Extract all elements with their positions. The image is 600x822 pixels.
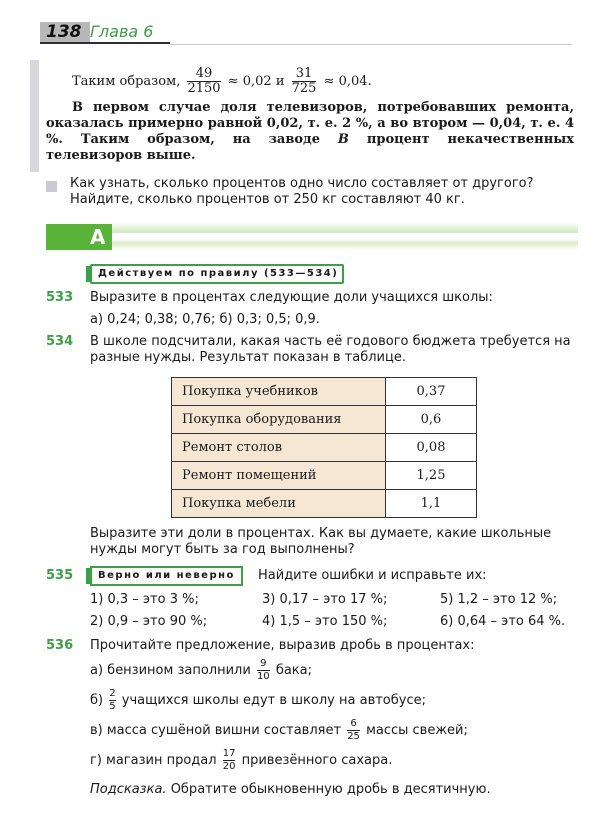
a-after: бака; bbox=[275, 663, 312, 678]
task-535-item: 3) 0,17 – это 17 %; bbox=[262, 592, 388, 607]
c-after: массы свежей; bbox=[366, 723, 468, 738]
d-before: г) магазин продал bbox=[90, 753, 217, 768]
fraction-b bbox=[109, 688, 115, 713]
task-535-item: 5) 1,2 – это 12 %; bbox=[440, 592, 558, 607]
table-cell-label: Покупка мебели bbox=[172, 490, 386, 518]
task-535-item: 2) 0,9 – это 90 %; bbox=[90, 614, 208, 629]
true-false-tag: Верно или неверно bbox=[90, 566, 243, 586]
task-536-b bbox=[90, 686, 426, 716]
fraction-1-num: 49 bbox=[187, 67, 220, 82]
question-marker bbox=[46, 181, 57, 192]
fraction-a-den: 10 bbox=[256, 671, 270, 682]
fraction-d bbox=[223, 748, 236, 773]
page-number: 138 bbox=[40, 22, 90, 42]
section-band bbox=[46, 222, 578, 250]
intro-question: Как узнать, сколько процентов одно число составляет от другого? Найдите, сколько процентов от 250 кг составляют 40 кг. bbox=[70, 176, 534, 207]
paragraph-part2: процент некачественных телевизоров выше. bbox=[46, 132, 574, 163]
fraction-c-num: 6 bbox=[347, 718, 360, 731]
fraction-c bbox=[347, 718, 360, 743]
header-rule bbox=[170, 44, 572, 45]
intro-sidebar bbox=[30, 60, 39, 172]
task-534-number: 534 bbox=[46, 334, 74, 349]
intro-paragraph bbox=[46, 100, 574, 164]
header-underline bbox=[40, 42, 170, 44]
task-534-after: Выразите эти доли в процентах. Как вы думаете, какие школьные нужды могут быть за год выполнены? bbox=[90, 526, 552, 557]
hint-label: Подсказка. bbox=[90, 782, 167, 797]
fraction-b-num: 2 bbox=[109, 688, 116, 699]
b-after: учащихся школы едут в школу на автобусе; bbox=[121, 693, 426, 708]
section-letter: А bbox=[46, 224, 112, 250]
fraction-b-den: 5 bbox=[109, 701, 116, 712]
approx-2: ≈ 0,04. bbox=[323, 74, 372, 89]
table-cell-label: Покупка оборудования bbox=[172, 406, 386, 434]
fraction-1-den: 2150 bbox=[187, 81, 221, 96]
fraction-c-den: 25 bbox=[347, 731, 360, 742]
table-cell-label: Ремонт столов bbox=[172, 434, 386, 462]
fraction-a bbox=[257, 658, 270, 683]
paragraph-var: В bbox=[337, 132, 349, 147]
paragraph-part1: В первом случае доля телевизоров, потребовавших ремонта, оказалась примерно равной 0,02, т. е. 2 %, а во втором — 0,04, т. е. 4 %. Таким образом, на заводе bbox=[46, 100, 574, 147]
hint bbox=[90, 782, 491, 798]
table-cell-label: Ремонт помещений bbox=[172, 462, 386, 490]
table-row bbox=[172, 462, 477, 490]
budget-table bbox=[171, 377, 477, 518]
task-535-number: 535 bbox=[46, 568, 74, 583]
chapter-title: Глава 6 bbox=[90, 22, 154, 41]
task-535-item: 6) 0,64 – это 64 %. bbox=[440, 614, 566, 629]
task-533-text: Выразите в процентах следующие доли учащихся школы: bbox=[90, 290, 493, 305]
table-cell-value: 1,1 bbox=[386, 490, 477, 518]
fraction-a-num: 9 bbox=[257, 658, 270, 671]
table-row bbox=[172, 378, 477, 406]
table-row bbox=[172, 406, 477, 434]
task-533-items: а) 0,24; 0,38; 0,76; б) 0,3; 0,5; 0,9. bbox=[90, 312, 320, 327]
task-534-text: В школе подсчитали, какая часть её годового бюджета требуется на разные нужды. Результат показан в таблице. bbox=[90, 334, 571, 365]
task-536-a bbox=[90, 656, 312, 686]
task-536-text: Прочитайте предложение, выразив дробь в процентах: bbox=[90, 638, 475, 653]
task-536-c bbox=[90, 716, 468, 746]
table-cell-value: 0,37 bbox=[386, 378, 477, 406]
table-row bbox=[172, 490, 477, 518]
table-cell-value: 0,08 bbox=[386, 434, 477, 462]
table-cell-value: 1,25 bbox=[386, 462, 477, 490]
fraction-1 bbox=[187, 67, 220, 96]
task-536-number: 536 bbox=[46, 638, 74, 653]
task-536-d bbox=[90, 746, 392, 776]
d-after: привезённого сахара. bbox=[241, 753, 393, 768]
fraction-2-num: 31 bbox=[292, 67, 317, 82]
intro-lead: Таким образом, bbox=[72, 74, 181, 89]
task-535-text: Найдите ошибки и исправьте их: bbox=[258, 568, 487, 583]
hint-text: Обратите обыкновенную дробь в десятичную. bbox=[170, 782, 491, 797]
rule-tag: Действуем по правилу (533—534) bbox=[90, 264, 344, 284]
fraction-2 bbox=[292, 67, 317, 96]
a-before: а) бензином заполнили bbox=[90, 663, 251, 678]
fraction-2-den: 725 bbox=[291, 81, 317, 96]
table-row bbox=[172, 434, 477, 462]
fraction-d-den: 20 bbox=[222, 761, 236, 772]
task-533-number: 533 bbox=[46, 290, 74, 305]
fraction-d-num: 17 bbox=[222, 748, 236, 759]
b-before: б) bbox=[90, 693, 104, 708]
c-before: в) масса сушёной вишни составляет bbox=[90, 723, 342, 738]
approx-1: ≈ 0,02 и bbox=[227, 74, 285, 89]
table-cell-label: Покупка учебников bbox=[172, 378, 386, 406]
task-535-item: 4) 1,5 – это 150 %; bbox=[262, 614, 388, 629]
task-535-item: 1) 0,3 – это 3 %; bbox=[90, 592, 199, 607]
intro-formula bbox=[72, 62, 372, 102]
table-cell-value: 0,6 bbox=[386, 406, 477, 434]
